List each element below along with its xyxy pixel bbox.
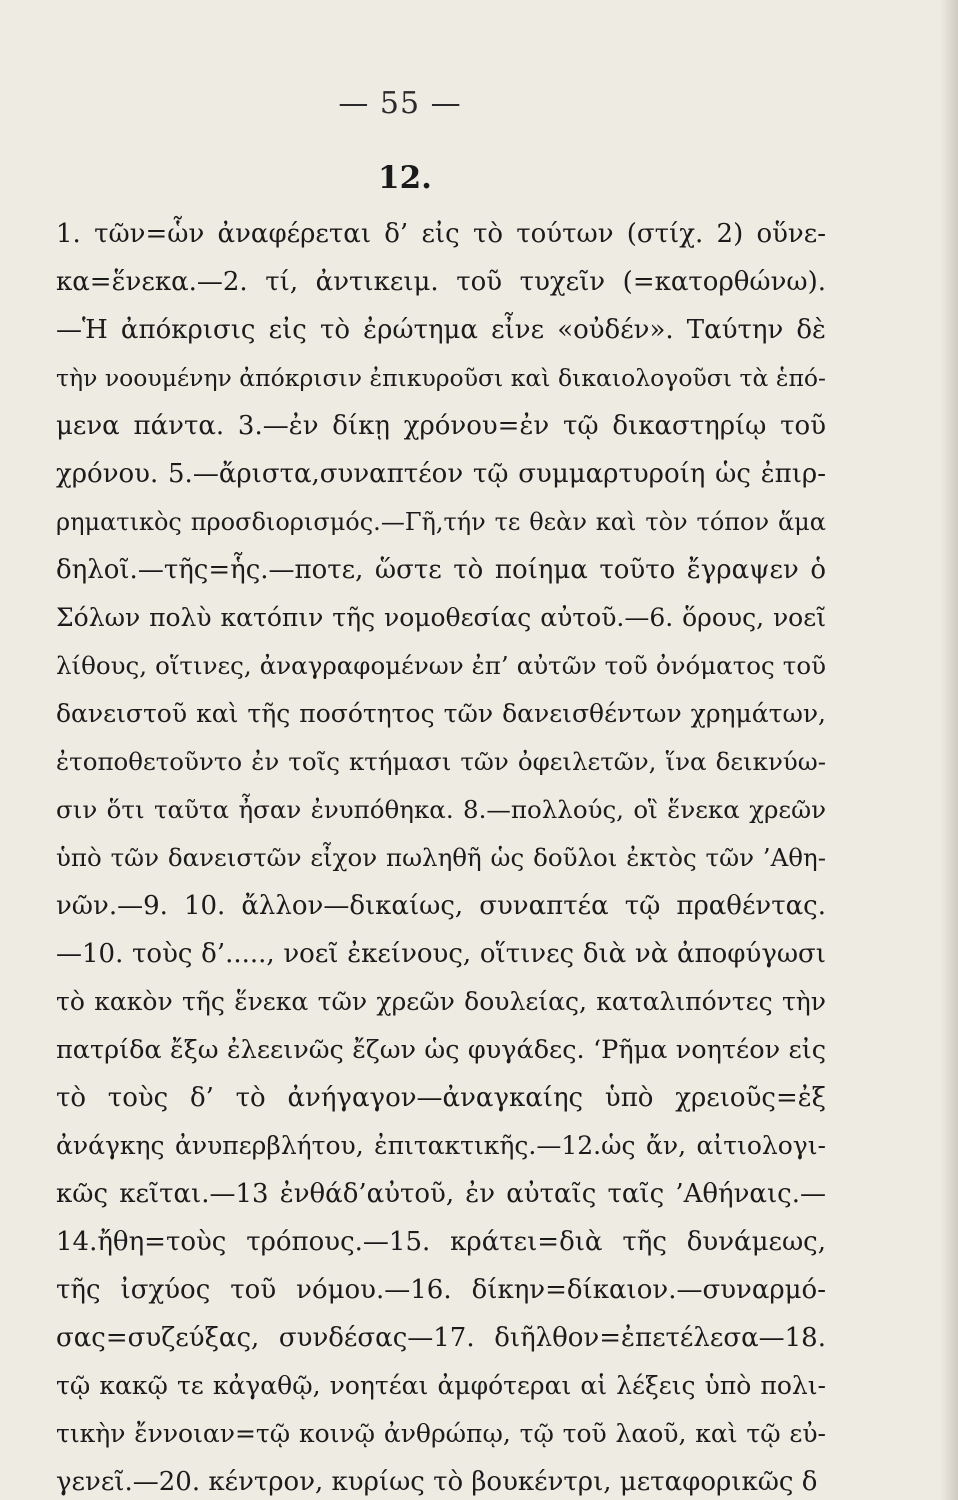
text-line: 1. τῶν=ὧν ἀναφέρεται δ’ εἰς τὸ τούτων (στίχ. 2) οὕνε-: [56, 219, 826, 249]
text-line: τὴν νοουμένην ἀπόκρισιν ἐπικυροῦσι καὶ δικαιολογοῦσι τὰ ἑπό-: [56, 364, 826, 392]
text-line: ἀνάγκης ἀνυπερβλήτου, ἐπιτακτικῆς.—12.ὡς ἄν, αἰτιολογι-: [56, 1131, 826, 1160]
text-line: μενα πάντα. 3.—ἐν δίκῃ χρόνου=ἐν τῷ δικαστηρίῳ τοῦ: [56, 411, 826, 441]
text-line: γενεῖ.—20. κέντρον, κυρίως τὸ βουκέντρι, μεταφορικῶς δ: [56, 1467, 818, 1497]
text-line: σιν ὅτι ταῦτα ἦσαν ἐνυπόθηκα. 8.—πολλούς, οἳ ἕνεκα χρεῶν: [56, 795, 826, 824]
text-line: ἐτοποθετοῦντο ἐν τοῖς κτήμασι τῶν ὀφειλετῶν, ἵνα δεικνύω-: [56, 747, 826, 776]
text-line: τῷ κακῷ τε κἀγαθῷ, νοητέαι ἀμφότεραι αἱ λέξεις ὑπὸ πολι-: [56, 1371, 826, 1400]
page-edge-shadow: [940, 0, 958, 1500]
text-line: σας=συζεύξας, συνδέσας—17. διῆλθον=ἐπετέλεσα—18.: [56, 1323, 826, 1353]
text-line: κα=ἕνεκα.—2. τί, ἀντικειμ. τοῦ τυχεῖν (=κατορθώνω).: [56, 267, 826, 297]
text-line: —10. τοὺς δ’....., νοεῖ ἐκείνους, οἵτινες διὰ νὰ ἀποφύγωσι: [56, 939, 826, 969]
text-line: δηλοῖ.—τῆς=ἧς.—ποτε, ὥστε τὸ ποίημα τοῦτο ἔγραψεν ὁ: [56, 555, 826, 585]
text-line: ὑπὸ τῶν δανειστῶν εἶχον πωληθῆ ὡς δοῦλοι ἐκτὸς τῶν ’Αθη-: [56, 843, 826, 872]
text-line: τικὴν ἔννοιαν=τῷ κοινῷ ἀνθρώπῳ, τῷ τοῦ λαοῦ, καὶ τῷ εὐ-: [56, 1419, 826, 1448]
text-line: —Ἡ ἀπόκρισις εἰς τὸ ἐρώτημα εἶνε «οὐδέν». Ταύτην δὲ: [56, 315, 826, 345]
text-line: χρόνου. 5.—ἄριστα,συναπτέον τῷ συμμαρτυροίη ὡς ἐπιρ-: [56, 459, 826, 489]
page-number: — 55 —: [338, 86, 462, 121]
text-line: τῆς ἰσχύος τοῦ νόμου.—16. δίκην=δίκαιον.—συναρμό-: [56, 1275, 826, 1305]
text-line: τὸ τοὺς δ’ τὸ ἀνήγαγον—ἀναγκαίης ὑπὸ χρειοῦς=ἐξ: [56, 1083, 826, 1113]
text-line: πατρίδα ἔξω ἐλεεινῶς ἔζων ὡς φυγάδες. ‘Ρῆμα νοητέον εἰς: [56, 1035, 826, 1065]
text-line: Σόλων πολὺ κατόπιν τῆς νομοθεσίας αὐτοῦ.—6. ὅρους, νοεῖ: [56, 603, 826, 632]
text-line: νῶν.—9. 10. ἄλλον—δικαίως, συναπτέα τῷ πραθέντας.: [56, 891, 826, 921]
text-line: 14.ἤθη=τοὺς τρόπους.—15. κράτει=διὰ τῆς δυνάμεως,: [56, 1227, 826, 1257]
text-line: ρηματικὸς προσδιορισμός.—Γῆ,τήν τε θεὰν καὶ τὸν τόπον ἅμα: [56, 508, 826, 536]
commentary-text: [56, 210, 826, 1500]
section-number: 12.: [378, 160, 432, 196]
text-line: τὸ κακὸν τῆς ἕνεκα τῶν χρεῶν δουλείας, καταλιπόντες τὴν: [56, 987, 826, 1016]
text-line: δανειστοῦ καὶ τῆς ποσότητος τῶν δανεισθέντων χρημάτων,: [56, 699, 826, 728]
text-line: λίθους, οἵτινες, ἀναγραφομένων ἐπ’ αὐτῶν τοῦ ὀνόματος τοῦ: [56, 651, 826, 680]
text-line: κῶς κεῖται.—13 ἐνθάδ’αὐτοῦ, ἐν αὐταῖς ταῖς ’Αθήναις.—: [56, 1179, 826, 1209]
